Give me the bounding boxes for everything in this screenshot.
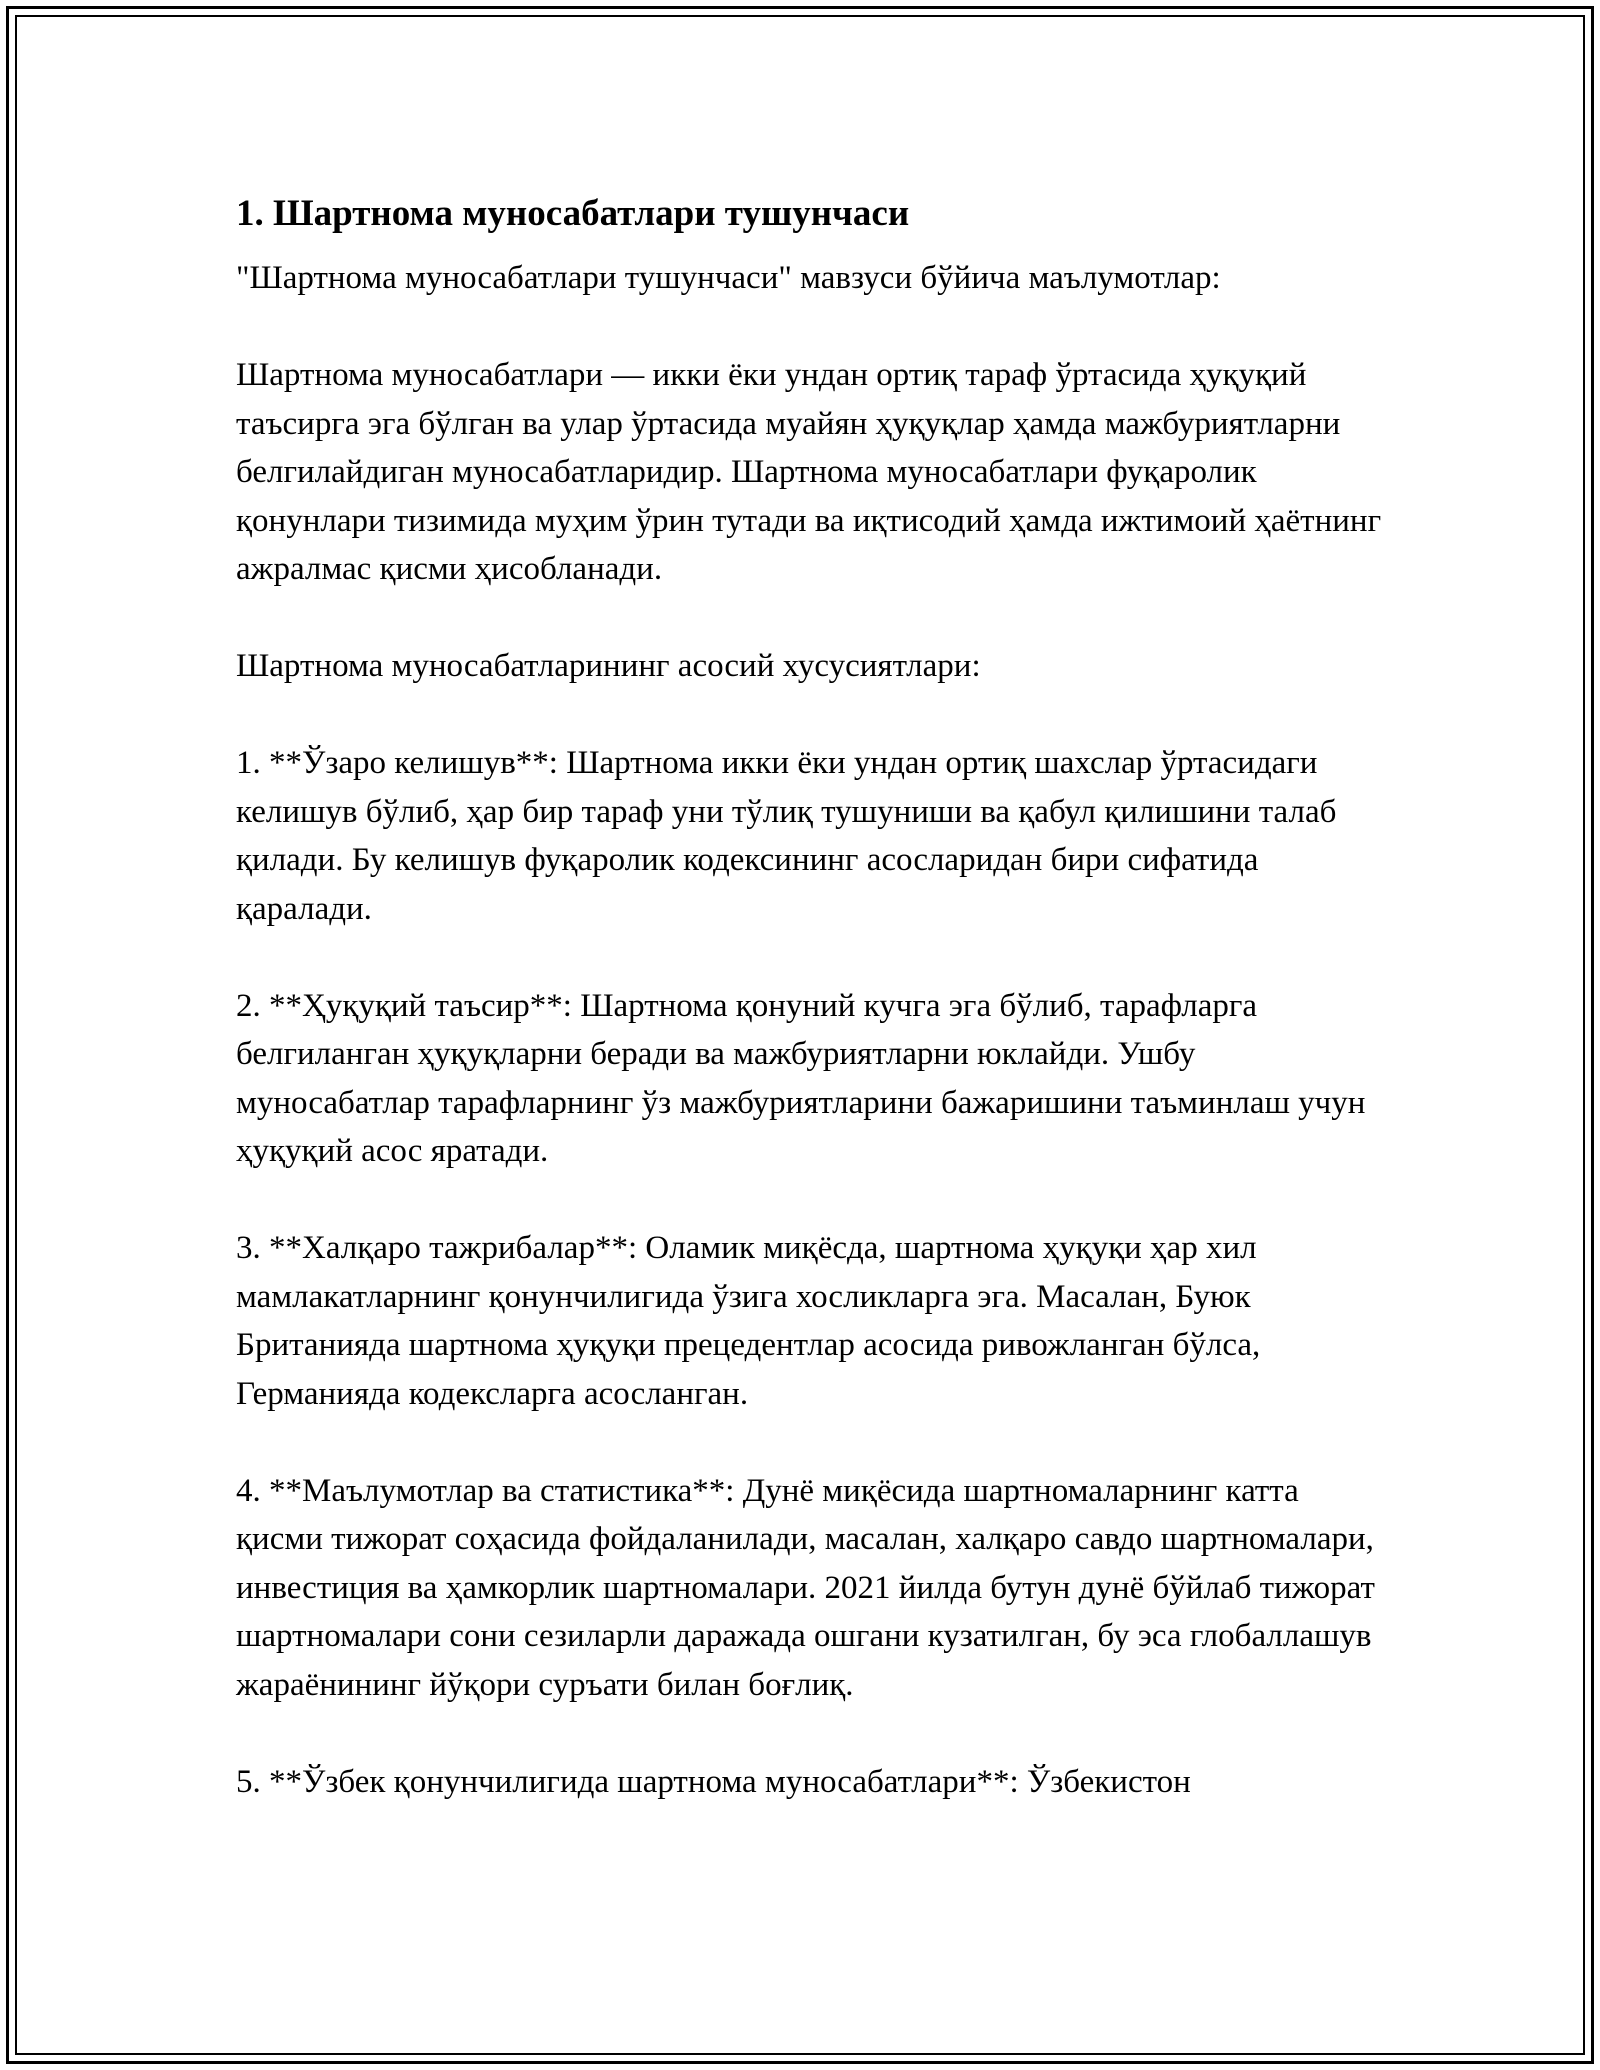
- list-item: 5. **Ўзбек қонунчилигида шартнома муносабатлари**: Ўзбекистон: [236, 1763, 1191, 1800]
- intro-paragraph: "Шартнома муносабатлари тушунчаси" мавзуси бўйича маълумотлар:: [236, 260, 1221, 296]
- list-item: 1. **Ўзаро келишув**: Шартнома икки ёки ундан ортиқ шахслар ўртасидаги келишув бўлиб, ҳар бир тараф уни тўлиқ тушуниши ва қабул қилишини талаб қилади. Бу келишув фуқаролик кодексининг асосларидан бири сифатида қаралади.: [236, 745, 1345, 927]
- features-heading: Шартнома муносабатларининг асосий хусусиятлари:: [236, 648, 981, 684]
- definition-paragraph: Шартнома муносабатлари — икки ёки ундан ортиқ тараф ўртасида ҳуқуқий таъсирга эга бўлган ва улар ўртасида муайян ҳуқуқлар ҳамда мажбуриятларни белгилайдиган муносабатларидир. Шартнома муносабатлари фуқаролик қонунлари тизимида муҳим ўрин тутади ва иқтисодий ҳамда ижтимоий ҳаётнинг ажралмас қисми ҳисобланади.: [236, 357, 1390, 587]
- section-heading: 1. Шартнома муносабатлари тушунчаси: [236, 193, 910, 234]
- list-item: 3. **Халқаро тажрибалар**: Оламик миқёсда, шартнома ҳуқуқи ҳар хил мамлакатларнинг қонунчилигида ўзига хосликларга эга. Масалан, Буюк Британияда шартнома ҳуқуқи прецедентлар асосида ривожланган бўлса, Германияда кодексларга асосланган.: [236, 1230, 1269, 1412]
- document-body: [236, 186, 1390, 1806]
- list-item: 4. **Маълумотлар ва статистика**: Дунё миқёсида шартномаларнинг катта қисми тижорат соҳасида фойдаланилади, масалан, халқаро савдо шартномалари, инвестиция ва ҳамкорлик шартномалари. 2021 йилда бутун дунё бўйлаб тижорат шартномалари сони сезиларли даражада ошгани кузатилган, бу эса глобаллашув жараёнининг йўқори суръати билан боғлиқ.: [236, 1472, 1384, 1703]
- list-item: 2. **Ҳуқуқий таъсир**: Шартнома қонуний кучга эга бўлиб, тарафларга белгиланган ҳуқуқларни беради ва мажбуриятларни юклайди. Ушбу муносабатлар тарафларнинг ўз мажбуриятларини бажаришини таъминлаш учун ҳуқуқий асос яратади.: [236, 987, 1374, 1169]
